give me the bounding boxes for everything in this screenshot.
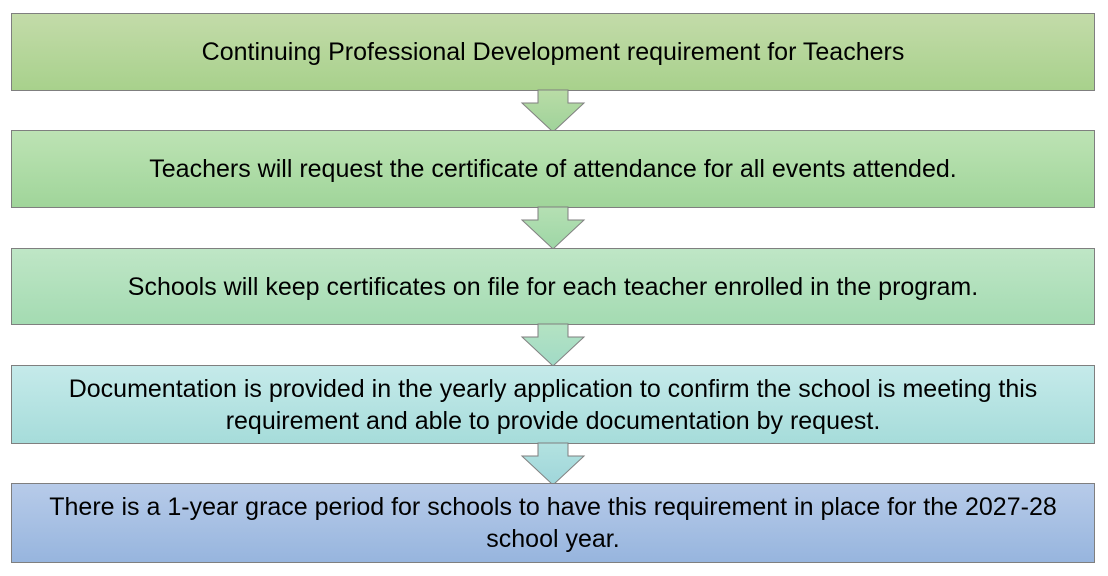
step-box-keep-certificates (11, 248, 1095, 325)
step-text: Teachers will request the certificate of attendance for all events attended. (149, 155, 957, 183)
step-text: Schools will keep certificates on file for each teacher enrolled in the program. (127, 272, 979, 301)
step-box-professional-development (11, 13, 1095, 91)
step-box-request-certificate (11, 130, 1095, 208)
step-text: There is a 1-year grace period for schools to have this requirement in place for the 2027-28 school year. (49, 493, 1057, 553)
step-box-grace-period (11, 483, 1095, 563)
step-text: Documentation is provided in the yearly application to confirm the school is meeting this requirement and able to provide documentation by request. (68, 374, 1038, 435)
step-text: Continuing Professional Development requirement for Teachers (201, 38, 905, 66)
arrow-down-icon (521, 89, 585, 133)
step-box-documentation (11, 365, 1095, 444)
arrow-down-icon (521, 206, 585, 250)
arrow-down-icon (521, 323, 585, 367)
arrow-down-icon (521, 442, 585, 486)
